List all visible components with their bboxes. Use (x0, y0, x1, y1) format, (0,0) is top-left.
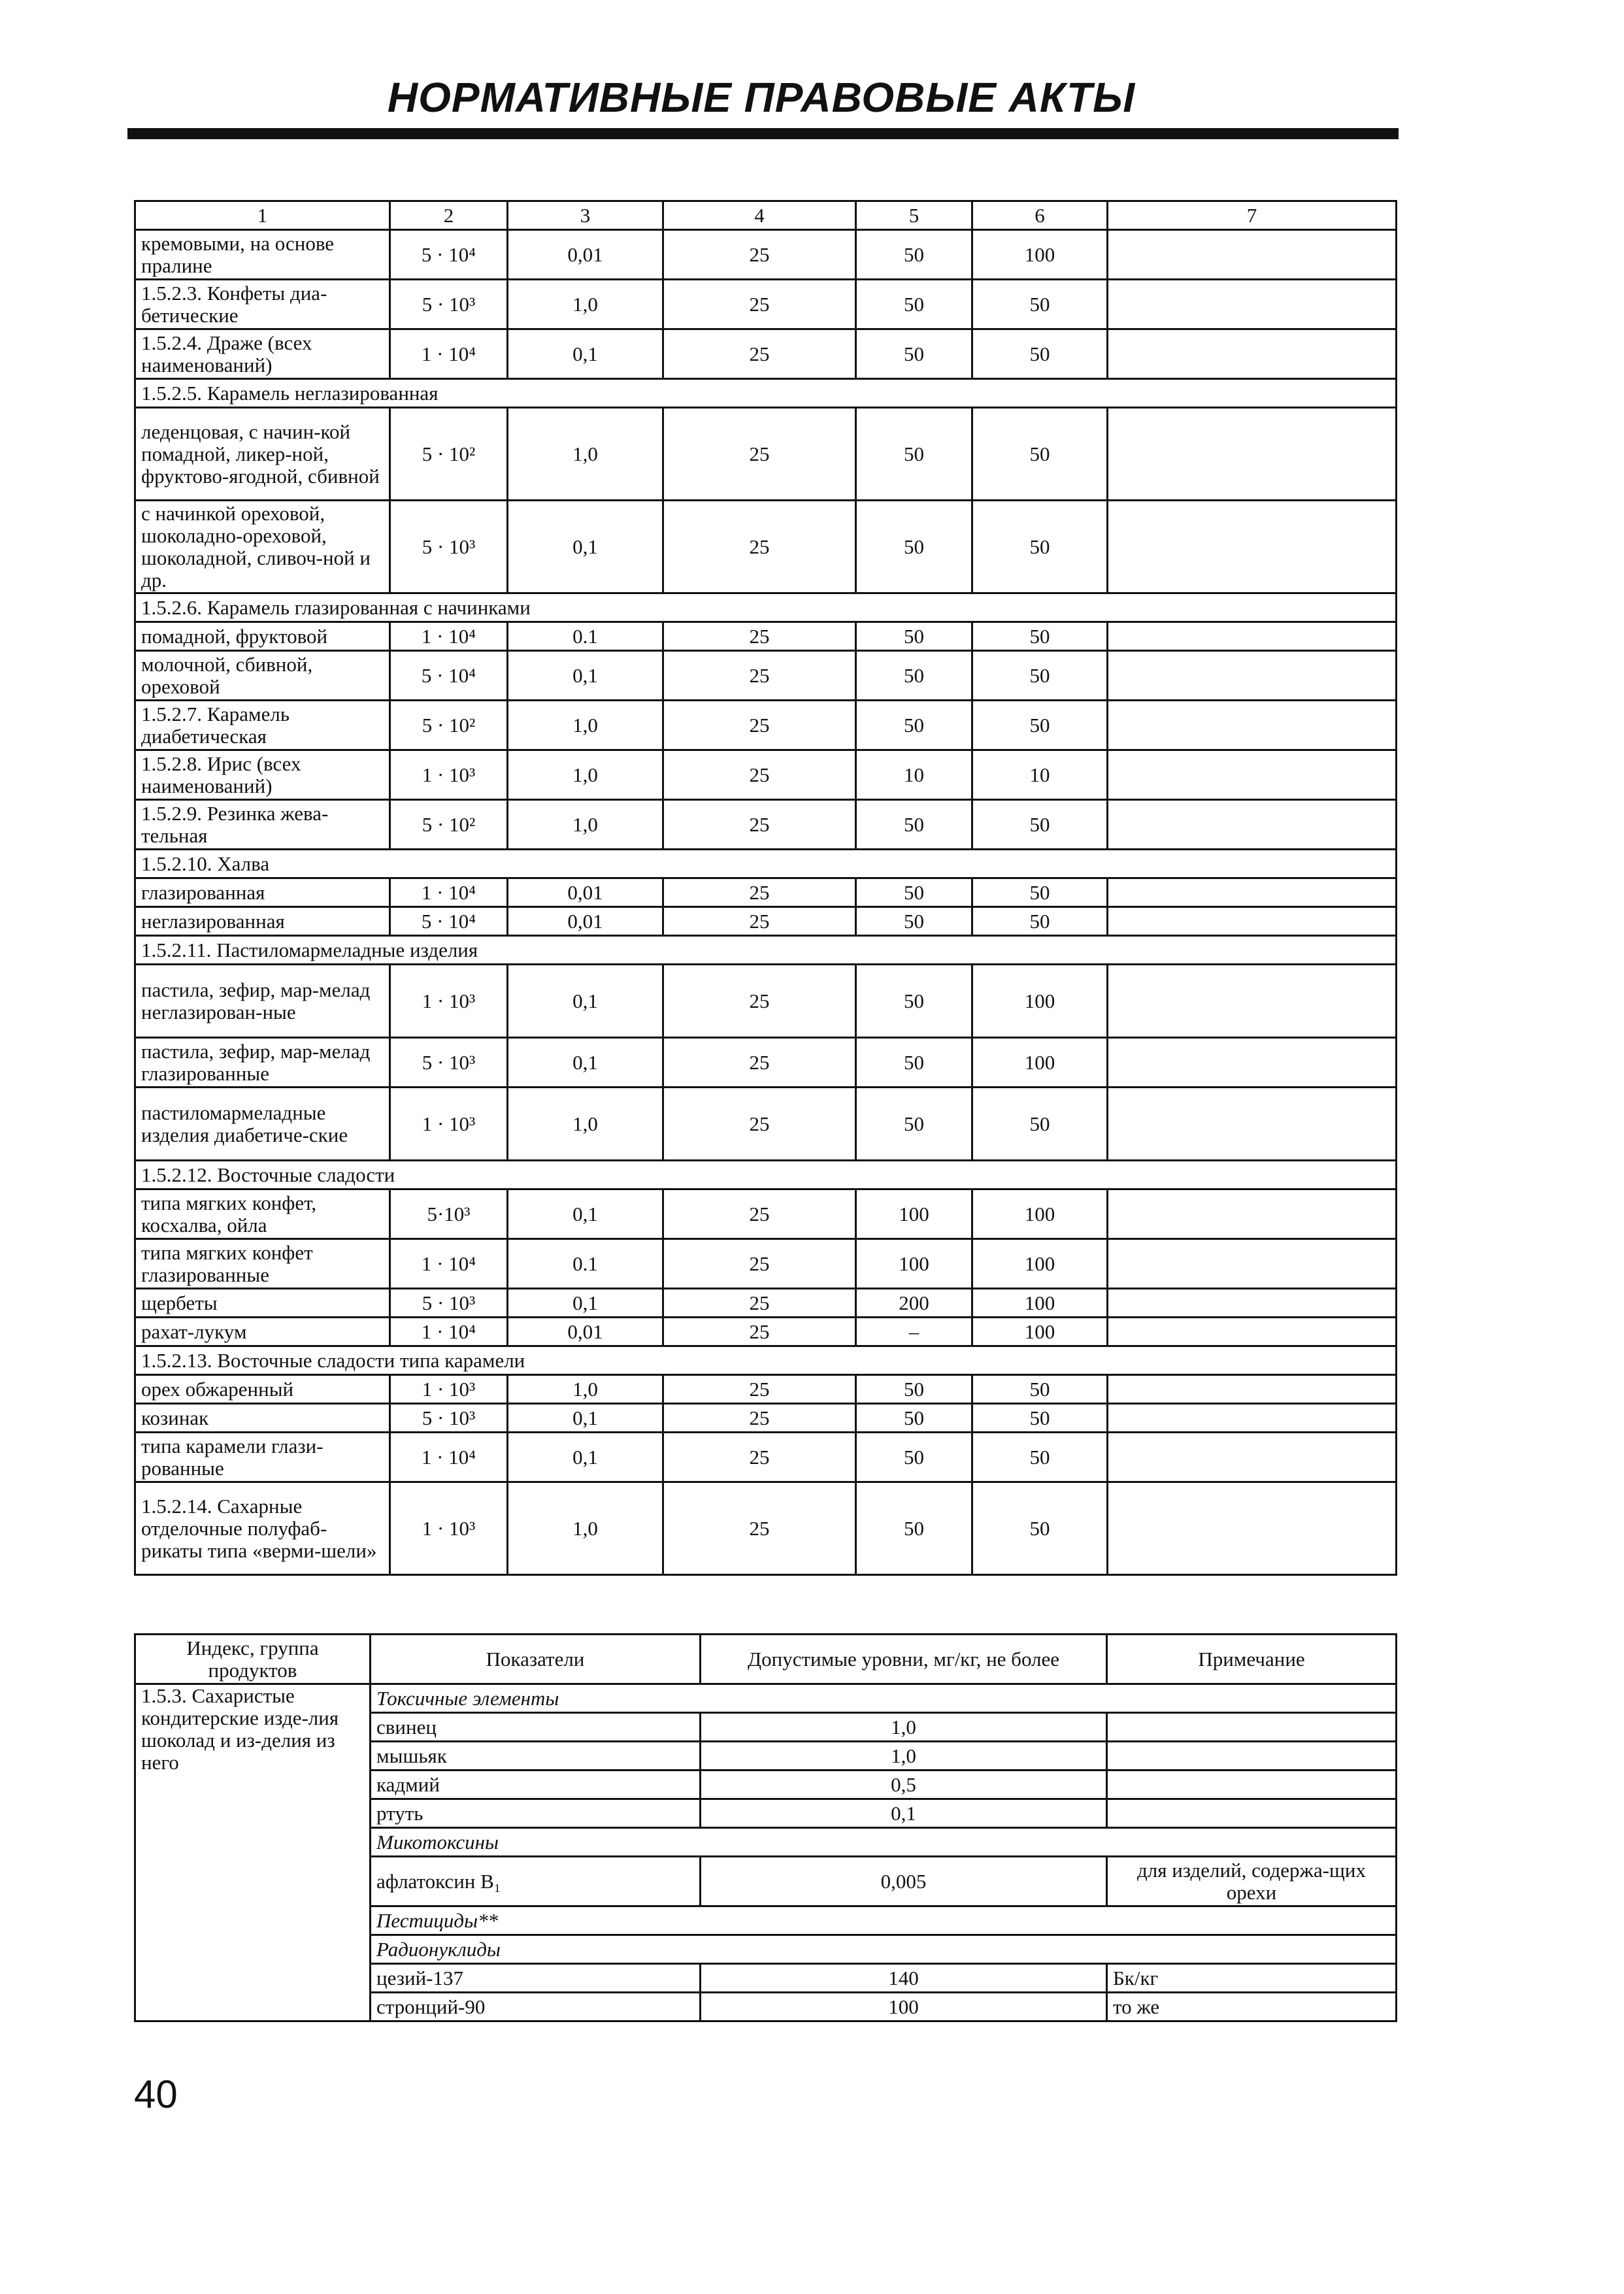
note-cell (1107, 1770, 1397, 1799)
section-row (135, 1684, 1397, 1713)
value-cell (1108, 408, 1397, 501)
value-cell: 5·10³ (390, 1189, 508, 1239)
product-name-cell: орех обжаренный (135, 1375, 390, 1404)
indicator-cell: мышьяк (371, 1742, 701, 1770)
product-name-cell: 1.5.2.14. Сахарные отделочные полуфаб-рикаты типа «верми-шели» (135, 1482, 390, 1575)
section-title: Микотоксины (371, 1828, 1397, 1857)
value-cell: 100 (972, 230, 1108, 280)
value-cell: 1 · 10⁴ (390, 622, 508, 651)
value-cell (1108, 878, 1397, 907)
value-cell: 50 (972, 408, 1108, 501)
product-name-cell: пастиломармеладные изделия диабетиче-ские (135, 1088, 390, 1161)
value-cell: 25 (663, 701, 856, 750)
value-cell: 5 · 10³ (390, 1404, 508, 1433)
value-cell: 0,01 (508, 230, 663, 280)
value-cell (1108, 1482, 1397, 1575)
section-row (135, 1346, 1397, 1375)
table-row (135, 622, 1397, 651)
value-cell: 25 (663, 280, 856, 329)
value-cell: 1,0 (508, 1482, 663, 1575)
value-cell: – (856, 1318, 972, 1346)
section-title: 1.5.2.6. Карамель глазированная с начинками (135, 593, 1397, 622)
value-cell: 1,0 (508, 1375, 663, 1404)
section-title: Токсичные элементы (371, 1684, 1397, 1713)
value-cell: 1 · 10⁴ (390, 1318, 508, 1346)
value-cell: 0,1 (508, 501, 663, 593)
value-cell: 50 (856, 1088, 972, 1161)
product-name-cell: пастила, зефир, мар-мелад глазированные (135, 1038, 390, 1088)
value-cell: 50 (856, 800, 972, 850)
value-cell (1108, 1375, 1397, 1404)
note-cell (1107, 1742, 1397, 1770)
section-title: 1.5.2.5. Карамель неглазированная (135, 379, 1397, 408)
value-cell: 50 (972, 1088, 1108, 1161)
value-cell: 1 · 10³ (390, 750, 508, 800)
value-cell: 100 (972, 1318, 1108, 1346)
section-title: 1.5.2.10. Халва (135, 850, 1397, 878)
value-cell (1108, 1289, 1397, 1318)
table-row (135, 408, 1397, 501)
value-cell: 100 (972, 1239, 1108, 1289)
value-cell (1108, 1404, 1397, 1433)
value-cell: 25 (663, 1239, 856, 1289)
note-cell (1107, 1799, 1397, 1828)
product-name-cell: пастила, зефир, мар-мелад неглазирован-ные (135, 965, 390, 1038)
value-cell: 50 (856, 907, 972, 936)
indicator-cell: ртуть (371, 1799, 701, 1828)
column-number-cell: 1 (135, 201, 390, 230)
column-number-row (135, 201, 1397, 230)
section-title: 1.5.2.11. Пастиломармеладные изделия (135, 936, 1397, 965)
indicator-cell: афлатоксин B₁ (371, 1857, 701, 1906)
value-cell: 1 · 10³ (390, 1375, 508, 1404)
value-cell: 100 (856, 1189, 972, 1239)
value-cell: 10 (972, 750, 1108, 800)
product-name-cell: 1.5.2.3. Конфеты диа-бетические (135, 280, 390, 329)
value-cell: 50 (856, 1482, 972, 1575)
product-name-cell: типа мягких конфет глазированные (135, 1239, 390, 1289)
table-row (135, 1038, 1397, 1088)
value-cell: 50 (856, 501, 972, 593)
value-cell: 100 (972, 1038, 1108, 1088)
value-cell: 50 (856, 408, 972, 501)
value-cell: 1 · 10⁴ (390, 1433, 508, 1482)
product-name-cell: рахат-лукум (135, 1318, 390, 1346)
value-cell: 25 (663, 329, 856, 379)
value-cell: 25 (663, 750, 856, 800)
level-cell: 100 (701, 1993, 1107, 2021)
value-cell: 5 · 10³ (390, 1289, 508, 1318)
section-row (135, 850, 1397, 878)
value-cell (1108, 501, 1397, 593)
value-cell: 50 (856, 329, 972, 379)
column-header: Индекс, группа продуктов (135, 1635, 371, 1684)
value-cell (1108, 965, 1397, 1038)
value-cell: 5 · 10² (390, 701, 508, 750)
value-cell: 50 (856, 622, 972, 651)
value-cell: 50 (972, 651, 1108, 701)
note-cell: Бк/кг (1107, 1964, 1397, 1993)
value-cell: 0,1 (508, 1433, 663, 1482)
product-name-cell: козинак (135, 1404, 390, 1433)
note-cell (1107, 1713, 1397, 1742)
table-row (135, 1433, 1397, 1482)
value-cell: 50 (856, 230, 972, 280)
value-cell: 1 · 10⁴ (390, 1239, 508, 1289)
value-cell: 50 (856, 1375, 972, 1404)
table-row (135, 329, 1397, 379)
value-cell: 25 (663, 622, 856, 651)
value-cell: 5 · 10² (390, 800, 508, 850)
value-cell: 100 (972, 965, 1108, 1038)
value-cell: 50 (972, 800, 1108, 850)
value-cell: 200 (856, 1289, 972, 1318)
value-cell: 1,0 (508, 408, 663, 501)
value-cell: 1,0 (508, 1088, 663, 1161)
level-cell: 0,1 (701, 1799, 1107, 1828)
section-row (135, 1161, 1397, 1189)
table-row (135, 1239, 1397, 1289)
indicator-cell: цезий-137 (371, 1964, 701, 1993)
product-name-cell: кремовыми, на основе пралине (135, 230, 390, 280)
section-title: Пестициды** (371, 1906, 1397, 1935)
value-cell: 50 (856, 701, 972, 750)
value-cell (1108, 1088, 1397, 1161)
header-rule (127, 128, 1399, 139)
value-cell: 5 · 10³ (390, 280, 508, 329)
table-row (135, 280, 1397, 329)
note-cell: то же (1107, 1993, 1397, 2021)
value-cell: 25 (663, 1189, 856, 1239)
table-row (135, 1088, 1397, 1161)
section-row (135, 379, 1397, 408)
value-cell: 1 · 10⁴ (390, 329, 508, 379)
value-cell: 25 (663, 1289, 856, 1318)
value-cell: 1,0 (508, 701, 663, 750)
value-cell (1108, 1038, 1397, 1088)
value-cell: 25 (663, 1404, 856, 1433)
value-cell: 0.1 (508, 622, 663, 651)
value-cell: 5 · 10⁴ (390, 907, 508, 936)
table-row (135, 907, 1397, 936)
column-header: Показатели (371, 1635, 701, 1684)
product-name-cell: щербеты (135, 1289, 390, 1318)
value-cell (1108, 280, 1397, 329)
value-cell (1108, 907, 1397, 936)
level-cell: 0,005 (701, 1857, 1107, 1906)
level-cell: 1,0 (701, 1742, 1107, 1770)
value-cell: 50 (972, 1482, 1108, 1575)
value-cell: 5 · 10³ (390, 1038, 508, 1088)
value-cell (1108, 1239, 1397, 1289)
value-cell: 50 (972, 1404, 1108, 1433)
value-cell (1108, 230, 1397, 280)
product-name-cell: глазированная (135, 878, 390, 907)
value-cell: 10 (856, 750, 972, 800)
product-name-cell: 1.5.2.4. Драже (всех наименований) (135, 329, 390, 379)
value-cell: 50 (856, 1038, 972, 1088)
value-cell (1108, 1318, 1397, 1346)
value-cell: 5 · 10³ (390, 501, 508, 593)
table-row (135, 1482, 1397, 1575)
table-row (135, 501, 1397, 593)
value-cell: 100 (856, 1239, 972, 1289)
product-name-cell: типа карамели глази-рованные (135, 1433, 390, 1482)
value-cell (1108, 701, 1397, 750)
table-row (135, 800, 1397, 850)
value-cell: 0,1 (508, 965, 663, 1038)
column-header: Примечание (1107, 1635, 1397, 1684)
section-title: Радионуклиды (371, 1935, 1397, 1964)
value-cell: 0,01 (508, 1318, 663, 1346)
level-cell: 1,0 (701, 1713, 1107, 1742)
value-cell: 50 (856, 965, 972, 1038)
value-cell: 50 (972, 701, 1108, 750)
value-cell: 0,1 (508, 651, 663, 701)
value-cell: 50 (972, 1375, 1108, 1404)
table-row (135, 1404, 1397, 1433)
value-cell: 50 (972, 1433, 1108, 1482)
value-cell (1108, 651, 1397, 701)
value-cell: 25 (663, 965, 856, 1038)
value-cell: 1,0 (508, 750, 663, 800)
table-row (135, 1318, 1397, 1346)
value-cell (1108, 329, 1397, 379)
table-row (135, 878, 1397, 907)
value-cell: 25 (663, 1433, 856, 1482)
value-cell: 50 (856, 1433, 972, 1482)
value-cell: 0,1 (508, 1038, 663, 1088)
limits-table (134, 200, 1397, 1576)
section-title: 1.5.2.12. Восточные сладости (135, 1161, 1397, 1189)
value-cell: 25 (663, 907, 856, 936)
value-cell: 25 (663, 1088, 856, 1161)
value-cell: 1 · 10³ (390, 965, 508, 1038)
value-cell: 25 (663, 1375, 856, 1404)
value-cell: 25 (663, 1482, 856, 1575)
page-number: 40 (134, 2072, 178, 2116)
column-number-cell: 2 (390, 201, 508, 230)
level-cell: 0,5 (701, 1770, 1107, 1799)
value-cell: 1 · 10⁴ (390, 878, 508, 907)
value-cell: 25 (663, 651, 856, 701)
value-cell: 50 (972, 622, 1108, 651)
value-cell: 25 (663, 1038, 856, 1088)
value-cell: 50 (972, 329, 1108, 379)
product-group-cell: 1.5.3. Сахаристые кондитерские изде-лия шоколад и из-делия из него (135, 1684, 371, 2021)
section-row (135, 936, 1397, 965)
table-row (135, 230, 1397, 280)
value-cell (1108, 1433, 1397, 1482)
column-number-cell: 4 (663, 201, 856, 230)
value-cell: 50 (972, 878, 1108, 907)
value-cell (1108, 800, 1397, 850)
value-cell (1108, 1189, 1397, 1239)
value-cell: 25 (663, 878, 856, 907)
value-cell (1108, 750, 1397, 800)
product-name-cell: типа мягких конфет, косхалва, ойла (135, 1189, 390, 1239)
indicator-cell: стронций-90 (371, 1993, 701, 2021)
table-row (135, 965, 1397, 1038)
product-name-cell: 1.5.2.7. Карамель диабетическая (135, 701, 390, 750)
section-row (135, 593, 1397, 622)
value-cell: 50 (856, 878, 972, 907)
indicator-cell: свинец (371, 1713, 701, 1742)
value-cell: 50 (972, 501, 1108, 593)
value-cell: 0,01 (508, 907, 663, 936)
value-cell: 5 · 10² (390, 408, 508, 501)
table-row (135, 1375, 1397, 1404)
value-cell (1108, 622, 1397, 651)
product-name-cell: неглазированная (135, 907, 390, 936)
value-cell: 50 (856, 651, 972, 701)
value-cell: 5 · 10⁴ (390, 651, 508, 701)
value-cell: 25 (663, 408, 856, 501)
value-cell: 25 (663, 501, 856, 593)
table-row (135, 701, 1397, 750)
column-number-cell: 7 (1108, 201, 1397, 230)
value-cell: 0,1 (508, 329, 663, 379)
value-cell: 0,01 (508, 878, 663, 907)
column-number-cell: 3 (508, 201, 663, 230)
note-cell: для изделий, содержа-щих орехи (1107, 1857, 1397, 1906)
table-row (135, 651, 1397, 701)
column-header: Допустимые уровни, мг/кг, не более (701, 1635, 1107, 1684)
value-cell: 1 · 10³ (390, 1482, 508, 1575)
value-cell: 1,0 (508, 280, 663, 329)
table-row (135, 1189, 1397, 1239)
column-number-cell: 5 (856, 201, 972, 230)
page-header-title: НОРМАТИВНЫЕ ПРАВОВЫЕ АКТЫ (387, 74, 1136, 121)
value-cell: 25 (663, 1318, 856, 1346)
product-name-cell: с начинкой ореховой, шоколадно-ореховой, шоколадной, сливоч-ной и др. (135, 501, 390, 593)
value-cell: 1,0 (508, 800, 663, 850)
value-cell: 100 (972, 1289, 1108, 1318)
table-row (135, 1289, 1397, 1318)
value-cell: 25 (663, 800, 856, 850)
value-cell: 100 (972, 1189, 1108, 1239)
value-cell: 50 (972, 280, 1108, 329)
value-cell: 5 · 10⁴ (390, 230, 508, 280)
level-cell: 140 (701, 1964, 1107, 1993)
product-name-cell: молочной, сбивной, ореховой (135, 651, 390, 701)
value-cell: 0,1 (508, 1289, 663, 1318)
indicator-cell: кадмий (371, 1770, 701, 1799)
header-row (135, 1635, 1397, 1684)
product-name-cell: 1.5.2.8. Ирис (всех наименований) (135, 750, 390, 800)
product-name-cell: леденцовая, с начин-кой помадной, ликер-ной, фруктово-ягодной, сбивной (135, 408, 390, 501)
value-cell: 50 (856, 280, 972, 329)
indicators-table (134, 1633, 1397, 2022)
section-title: 1.5.2.13. Восточные сладости типа карамели (135, 1346, 1397, 1375)
value-cell: 0.1 (508, 1239, 663, 1289)
value-cell: 0,1 (508, 1404, 663, 1433)
column-number-cell: 6 (972, 201, 1108, 230)
product-name-cell: помадной, фруктовой (135, 622, 390, 651)
value-cell: 50 (972, 907, 1108, 936)
product-name-cell: 1.5.2.9. Резинка жева-тельная (135, 800, 390, 850)
value-cell: 0,1 (508, 1189, 663, 1239)
value-cell: 25 (663, 230, 856, 280)
value-cell: 50 (856, 1404, 972, 1433)
value-cell: 1 · 10³ (390, 1088, 508, 1161)
table-row (135, 750, 1397, 800)
